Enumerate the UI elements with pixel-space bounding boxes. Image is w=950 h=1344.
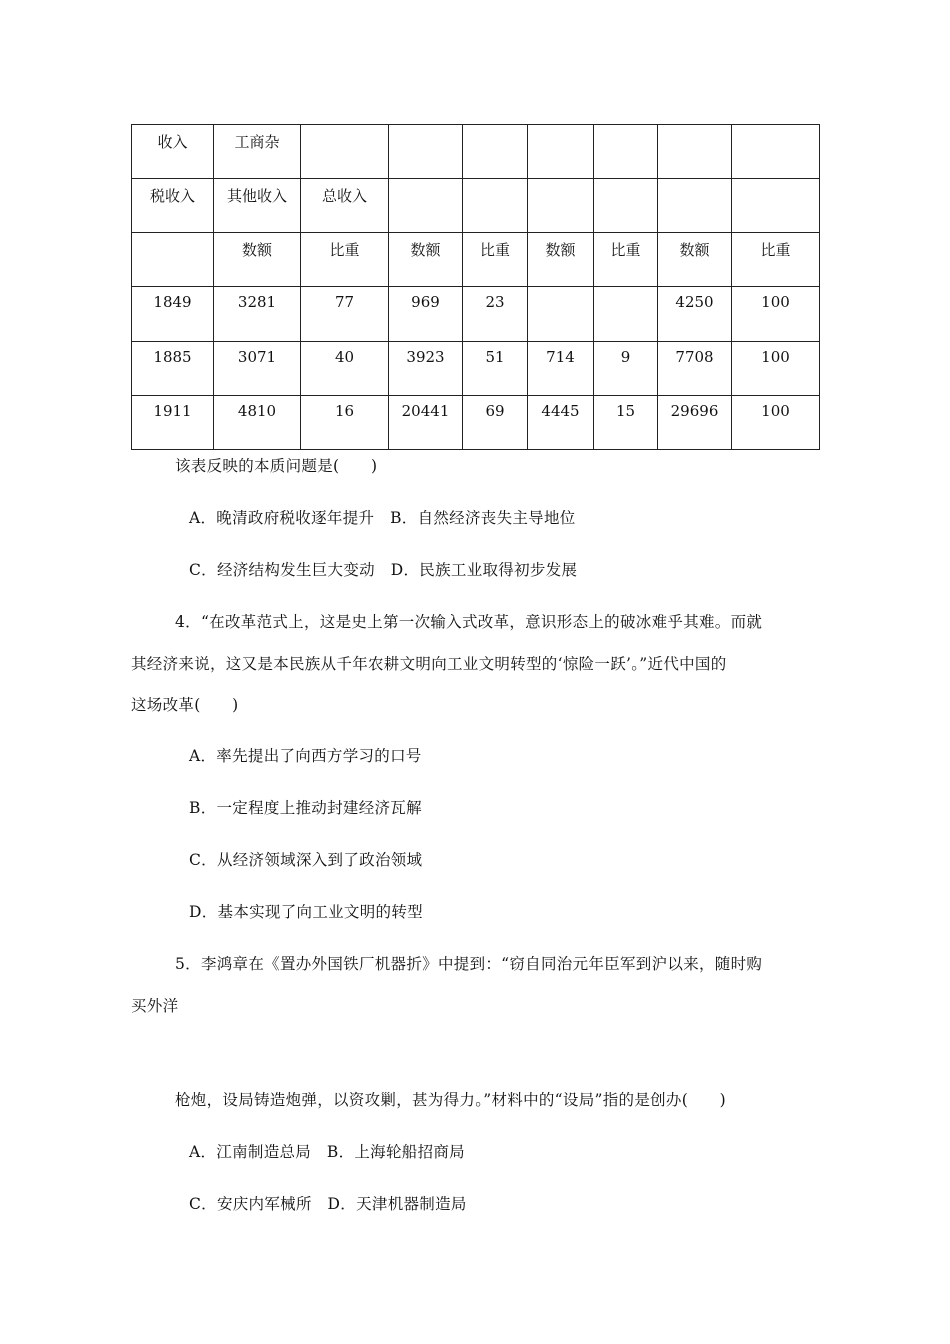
table-row: [132, 341, 820, 395]
table-cell: [658, 125, 732, 179]
table-cell: 100: [732, 395, 820, 449]
table-row: [132, 233, 820, 287]
q4-option-c: C．从经济领域深入到了政治领域: [189, 851, 423, 869]
table-cell: 16: [301, 395, 389, 449]
table-cell: 100: [732, 287, 820, 341]
table-cell: 714: [528, 341, 594, 395]
table-cell: 1911: [132, 395, 214, 449]
table-cell: 3281: [214, 287, 301, 341]
table-cell: 比重: [594, 233, 658, 287]
table-cell: 4250: [658, 287, 732, 341]
table-cell: 工商杂: [214, 125, 301, 179]
table-cell: 69: [463, 395, 528, 449]
q4-stem-line3: 这场改革( ): [131, 696, 239, 714]
table-cell: 15: [594, 395, 658, 449]
table-cell: [528, 287, 594, 341]
table-cell: 20441: [389, 395, 463, 449]
table-cell: [132, 233, 214, 287]
table-cell: 9: [594, 341, 658, 395]
q4-stem-line2: 其经济来说，这又是本民族从千年农耕文明向工业文明转型的‘惊险一跃’。”近代中国的: [131, 655, 727, 673]
table-row: [132, 179, 820, 233]
table-cell: 比重: [463, 233, 528, 287]
table-cell: 数额: [658, 233, 732, 287]
table-cell: 40: [301, 341, 389, 395]
q3-stem: 该表反映的本质问题是( ): [175, 457, 378, 475]
table-row: [132, 395, 820, 449]
q5-stem-line2: 买外洋: [131, 997, 179, 1015]
table-cell: 数额: [528, 233, 594, 287]
table-cell: [389, 179, 463, 233]
table-cell: [594, 287, 658, 341]
q5-options-cd: C．安庆内军械所 D．天津机器制造局: [189, 1195, 467, 1213]
q3-options-ab: A．晚清政府税收逐年提升 B．自然经济丧失主导地位: [189, 509, 576, 527]
table-cell: [463, 125, 528, 179]
q4-option-a: A．率先提出了向西方学习的口号: [189, 747, 422, 765]
table-cell: 其他收入: [214, 179, 301, 233]
table-cell: [389, 125, 463, 179]
table-row: [132, 125, 820, 179]
table-cell: 比重: [732, 233, 820, 287]
q4-stem-line1: 4．“在改革范式上，这是史上第一次输入式改革，意识形态上的破冰难乎其难。而就: [175, 613, 763, 631]
table-cell: 23: [463, 287, 528, 341]
table-cell: 4810: [214, 395, 301, 449]
table-cell: 总收入: [301, 179, 389, 233]
q5-options-ab: A．江南制造总局 B．上海轮船招商局: [189, 1143, 465, 1161]
table-cell: 数额: [214, 233, 301, 287]
table-cell: 77: [301, 287, 389, 341]
table-cell: [528, 125, 594, 179]
table-cell: 29696: [658, 395, 732, 449]
table-cell: [732, 125, 820, 179]
revenue-table: [131, 124, 820, 450]
table-cell: 比重: [301, 233, 389, 287]
table-cell: [301, 125, 389, 179]
table-cell: 收入: [132, 125, 214, 179]
table-cell: [732, 179, 820, 233]
table-cell: 3923: [389, 341, 463, 395]
table-cell: 数额: [389, 233, 463, 287]
table-cell: 4445: [528, 395, 594, 449]
table-cell: [528, 179, 594, 233]
table-cell: 51: [463, 341, 528, 395]
table-cell: 100: [732, 341, 820, 395]
q4-option-d: D．基本实现了向工业文明的转型: [189, 903, 423, 921]
table-cell: 1885: [132, 341, 214, 395]
q5-stem-line1: 5．李鸿章在《置办外国铁厂机器折》中提到：“窃自同治元年臣军到沪以来，随时购: [175, 955, 763, 973]
table-cell: 税收入: [132, 179, 214, 233]
q4-option-b: B．一定程度上推动封建经济瓦解: [189, 799, 422, 817]
table-cell: [594, 179, 658, 233]
table-cell: [463, 179, 528, 233]
table-cell: 969: [389, 287, 463, 341]
table-cell: 3071: [214, 341, 301, 395]
table-cell: [658, 179, 732, 233]
table-cell: [594, 125, 658, 179]
table-cell: 1849: [132, 287, 214, 341]
q5-stem-line3: 枪炮，设局铸造炮弹，以资攻剿，甚为得力。”材料中的“设局”指的是创办( ): [175, 1091, 727, 1109]
table-cell: 7708: [658, 341, 732, 395]
table-row: [132, 287, 820, 341]
q3-options-cd: C．经济结构发生巨大变动 D．民族工业取得初步发展: [189, 561, 578, 579]
